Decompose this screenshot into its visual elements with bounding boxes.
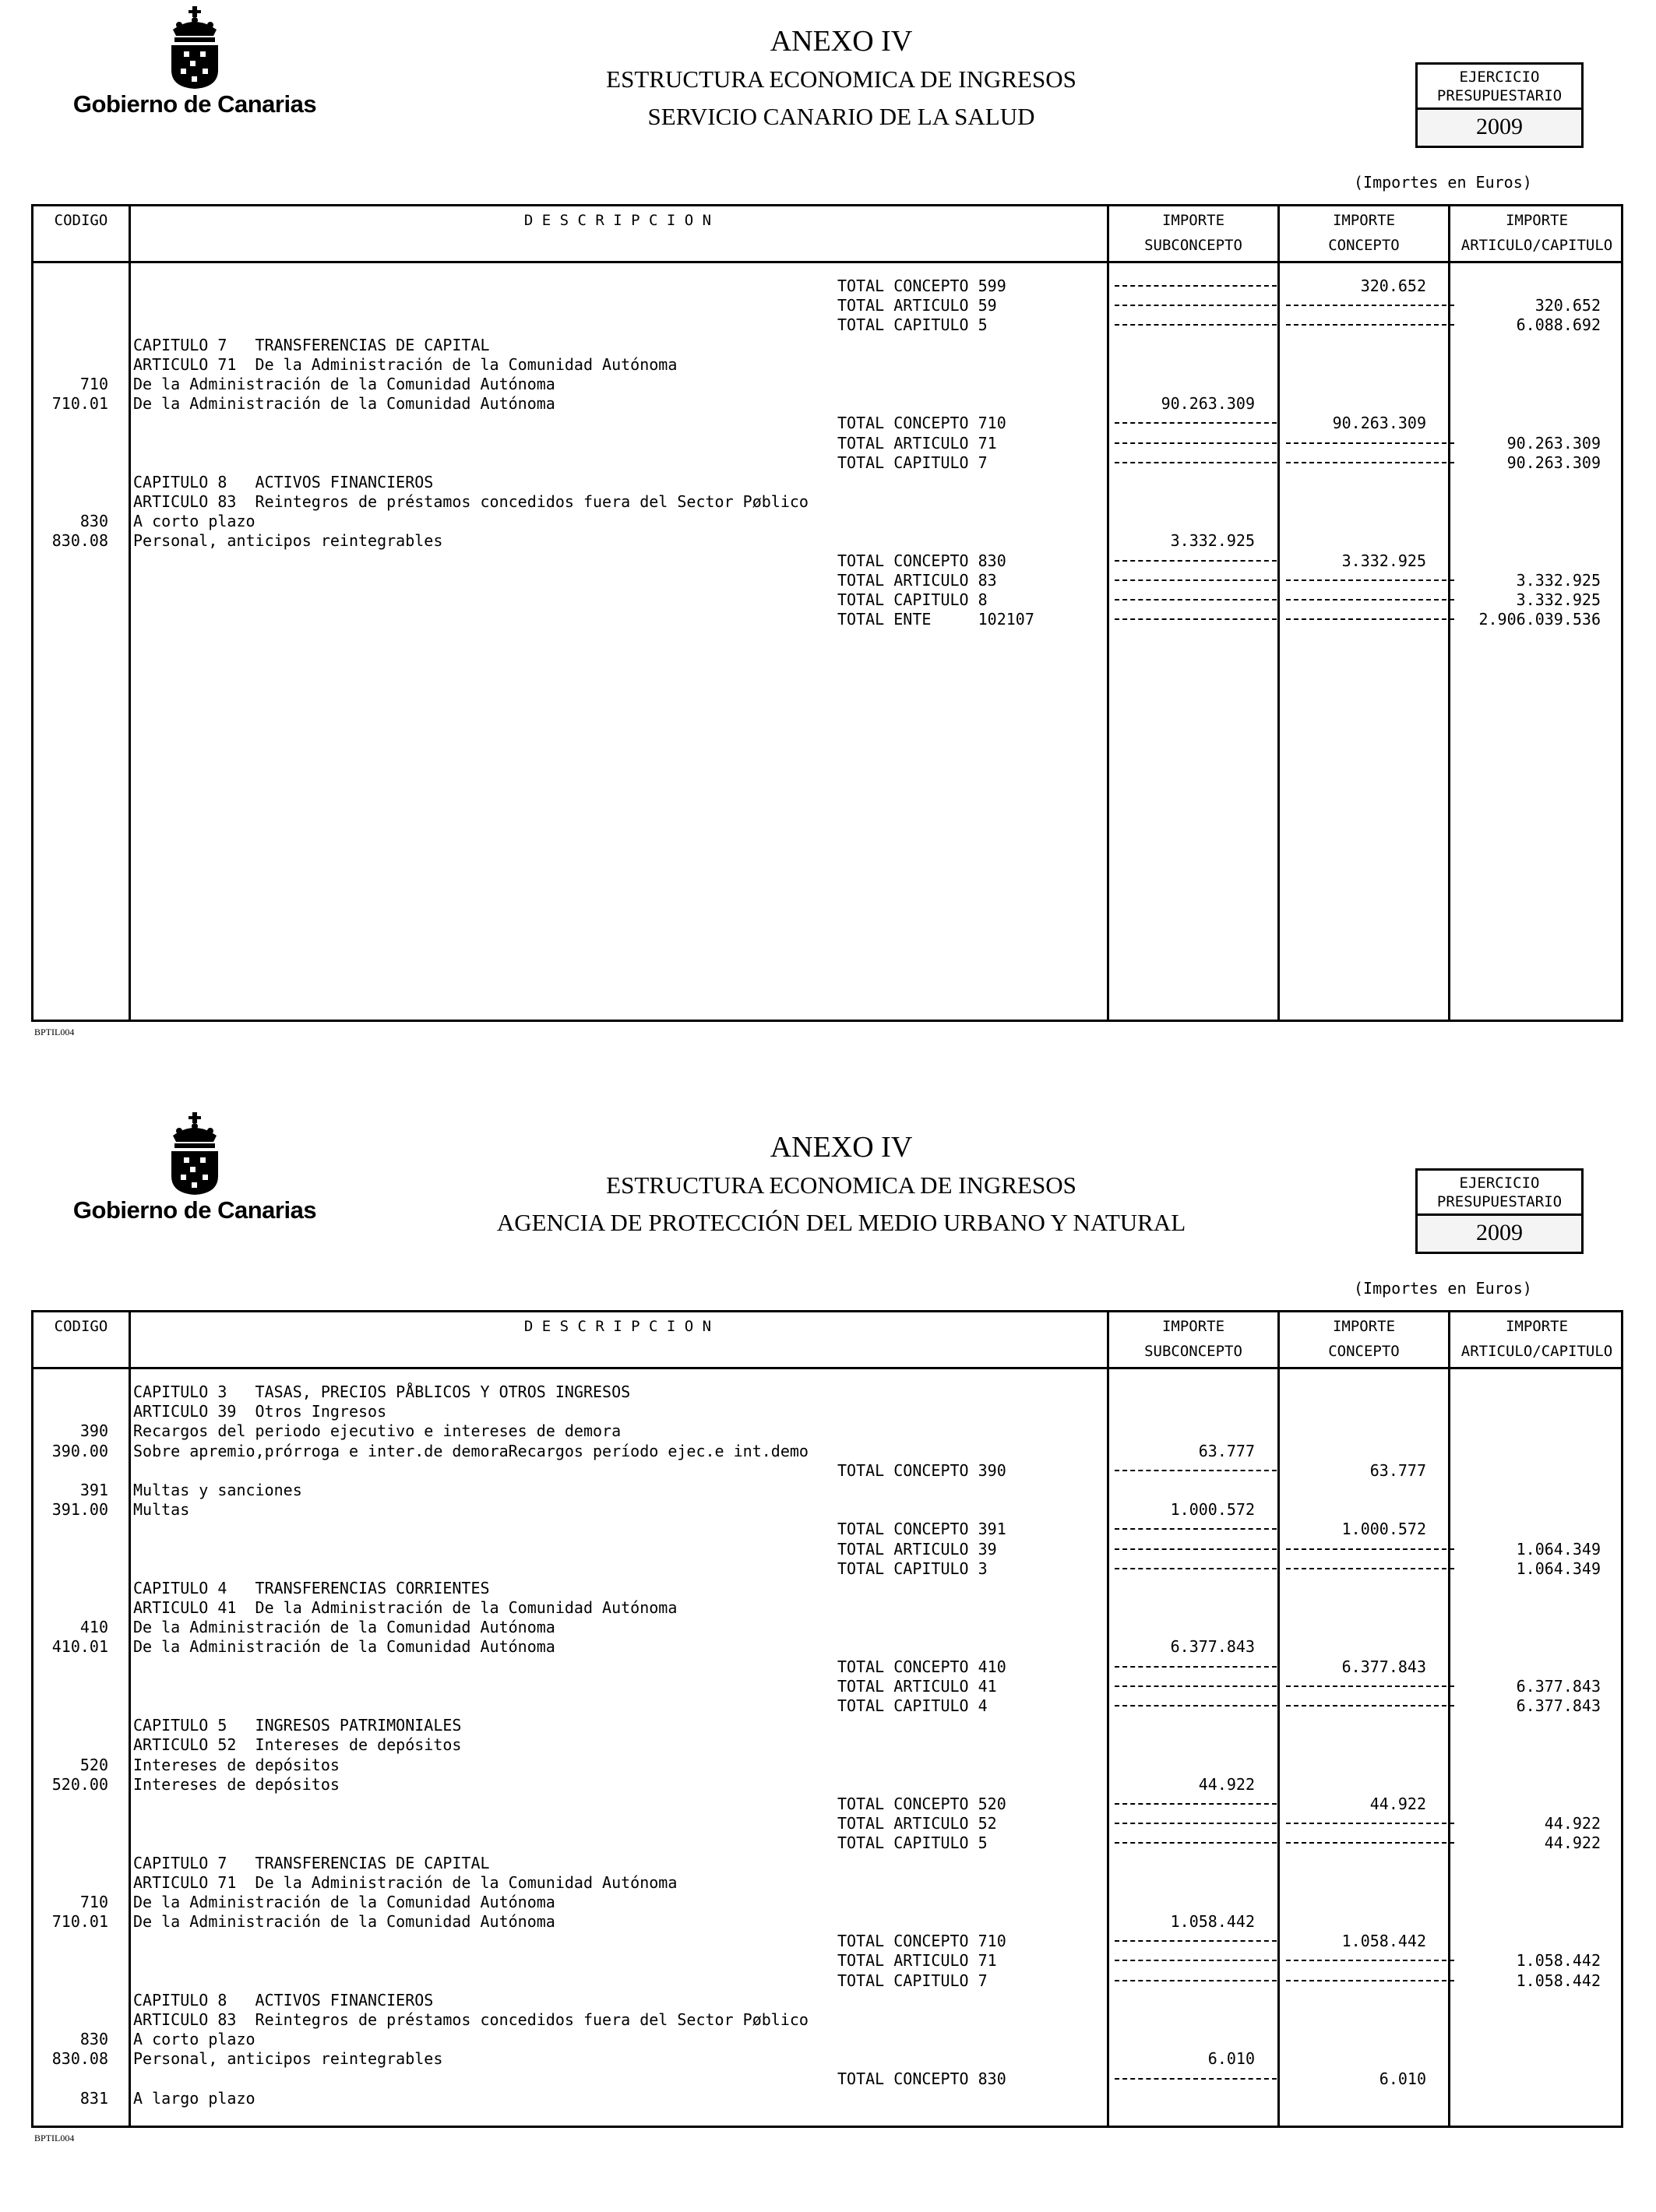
table-row xyxy=(33,1873,1626,1893)
row-description: De la Administración de la Comunidad Autónoma xyxy=(133,374,555,393)
row-description: Intereses de depósitos xyxy=(133,1755,340,1774)
row-total-label: TOTAL CAPITULO 7 xyxy=(837,453,988,472)
table-row xyxy=(33,355,1626,375)
dash-leader xyxy=(1115,442,1277,444)
row-code: 520 xyxy=(79,1755,108,1774)
row-total-label: TOTAL CONCEPTO 710 xyxy=(837,1932,1006,1951)
table-row xyxy=(33,2089,1626,2108)
dash-leader xyxy=(1115,305,1277,306)
table-row xyxy=(33,1637,1626,1657)
row-total-label: TOTAL CAPITULO 3 xyxy=(837,1559,988,1578)
header-articulo-capitulo: IMPORTE ARTICULO/CAPITULO xyxy=(1460,1318,1613,1360)
ejercicio-box xyxy=(1415,62,1584,148)
row-description: De la Administración de la Comunidad Autónoma xyxy=(133,1637,555,1657)
page-subtitle: ESTRUCTURA ECONOMICA DE INGRESOS xyxy=(606,1171,1076,1199)
dash-leader xyxy=(1115,462,1277,463)
row-total-label: TOTAL ARTICULO 71 xyxy=(837,1951,997,1971)
table-row xyxy=(33,531,1626,551)
row-description: ARTICULO 39 Otros Ingresos xyxy=(133,1402,387,1421)
row-code: 710 xyxy=(79,374,108,393)
dash-leader xyxy=(1286,1980,1454,1981)
row-description: A largo plazo xyxy=(133,2088,255,2108)
row-total-label: TOTAL CAPITULO 8 xyxy=(837,590,988,609)
row-concepto: 1.058.442 xyxy=(1341,1932,1426,1951)
table-row xyxy=(33,1402,1626,1421)
row-code: 830.08 xyxy=(51,531,108,551)
page-subtitle: ESTRUCTURA ECONOMICA DE INGRESOS xyxy=(606,65,1076,93)
row-concepto: 90.263.309 xyxy=(1332,414,1426,433)
row-description: ARTICULO 41 De la Administración de la Comunidad Autónoma xyxy=(133,1598,678,1618)
table-row xyxy=(33,1912,1626,1932)
row-concepto: 320.652 xyxy=(1360,276,1426,295)
ejercicio-box xyxy=(1415,1168,1584,1254)
row-code: 390.00 xyxy=(51,1441,108,1460)
row-description: ARTICULO 71 De la Administración de la Comunidad Autónoma xyxy=(133,1872,678,1892)
row-total-label: TOTAL CAPITULO 5 xyxy=(837,315,988,335)
dash-leader xyxy=(1115,1548,1277,1550)
dash-leader xyxy=(1286,462,1454,463)
ejercicio-label-line1: EJERCICIO xyxy=(1459,1175,1540,1192)
header-articulo-capitulo: IMPORTE ARTICULO/CAPITULO xyxy=(1460,212,1613,254)
ejercicio-label xyxy=(1418,65,1581,110)
dash-leader xyxy=(1115,1823,1277,1824)
row-description: CAPITULO 8 ACTIVOS FINANCIEROS xyxy=(133,472,434,491)
table-row xyxy=(33,1540,1626,1559)
ejercicio-label-line2: PRESUPUESTARIO xyxy=(1436,87,1563,104)
row-description: ARTICULO 83 Reintegros de préstamos concedidos fuera del Sector Pøblico xyxy=(133,492,809,512)
row-description: Recargos del periodo ejecutivo e intereses de demora xyxy=(133,1421,622,1441)
page-title: ANEXO IV xyxy=(770,25,913,58)
dash-leader xyxy=(1286,1842,1454,1844)
row-description: ARTICULO 71 De la Administración de la Comunidad Autónoma xyxy=(133,354,678,374)
row-concepto: 6.377.843 xyxy=(1341,1657,1426,1676)
table-row xyxy=(33,434,1626,453)
row-code: 710.01 xyxy=(51,1912,108,1932)
logo-text: Gobierno de Canarias xyxy=(72,1196,317,1224)
row-code: 390 xyxy=(79,1421,108,1441)
table-row xyxy=(33,1971,1626,1991)
ejercicio-year: 2009 xyxy=(1418,1216,1581,1252)
row-total-label: TOTAL ARTICULO 59 xyxy=(837,296,997,315)
budget-table xyxy=(31,204,1623,1022)
row-articulo-capitulo: 44.922 xyxy=(1544,1814,1601,1833)
form-code: BPTIL004 xyxy=(34,1027,75,1037)
coat-of-arms-icon xyxy=(156,6,234,90)
header-descripcion: D E S C R I P C I O N xyxy=(523,212,712,229)
table-row xyxy=(33,551,1626,571)
dash-leader xyxy=(1115,1470,1277,1471)
row-description: CAPITULO 7 TRANSFERENCIAS DE CAPITAL xyxy=(133,1853,490,1872)
row-description: A corto plazo xyxy=(133,512,255,531)
row-code: 410.01 xyxy=(51,1637,108,1657)
row-description: ARTICULO 52 Intereses de depósitos xyxy=(133,1735,462,1755)
header-codigo: CODIGO xyxy=(54,212,108,229)
form-code: BPTIL004 xyxy=(34,2133,75,2143)
table-body xyxy=(33,276,1626,629)
header-codigo: CODIGO xyxy=(54,1318,108,1335)
page-title: ANEXO IV xyxy=(770,1131,913,1164)
dash-leader xyxy=(1115,422,1277,424)
row-total-label: TOTAL CONCEPTO 710 xyxy=(837,414,1006,433)
table-row xyxy=(33,1657,1626,1677)
row-total-label: TOTAL ARTICULO 71 xyxy=(837,433,997,453)
dash-leader xyxy=(1286,1685,1454,1687)
row-articulo-capitulo: 90.263.309 xyxy=(1506,433,1601,453)
dash-leader xyxy=(1115,1940,1277,1942)
report-page-2 xyxy=(0,1106,1656,2212)
row-code: 830 xyxy=(79,512,108,531)
row-total-label: TOTAL CONCEPTO 391 xyxy=(837,1520,1006,1539)
row-description: Personal, anticipos reintegrables xyxy=(133,531,443,551)
table-row xyxy=(33,590,1626,610)
row-subconcepto: 1.000.572 xyxy=(1170,1500,1255,1520)
row-articulo-capitulo: 44.922 xyxy=(1544,1833,1601,1853)
dash-leader xyxy=(1115,579,1277,581)
table-row xyxy=(33,276,1626,296)
row-total-label: TOTAL ARTICULO 41 xyxy=(837,1676,997,1696)
table-row xyxy=(33,336,1626,355)
row-articulo-capitulo: 320.652 xyxy=(1534,296,1601,315)
row-description: CAPITULO 3 TASAS, PRECIOS PÅBLICOS Y OTROS INGRESOS xyxy=(133,1382,631,1401)
dash-leader xyxy=(1286,618,1454,620)
dash-leader xyxy=(1115,618,1277,620)
gobierno-canarias-logo xyxy=(70,1112,319,1229)
row-articulo-capitulo: 1.064.349 xyxy=(1516,1559,1601,1578)
importes-note: (Importes en Euros) xyxy=(1354,173,1532,192)
row-description: Personal, anticipos reintegrables xyxy=(133,2049,443,2069)
row-articulo-capitulo: 90.263.309 xyxy=(1506,453,1601,472)
dash-leader xyxy=(1115,1528,1277,1530)
table-row xyxy=(33,453,1626,473)
table-row xyxy=(33,2010,1626,2030)
header-concepto: IMPORTE CONCEPTO xyxy=(1328,212,1400,254)
row-subconcepto: 90.263.309 xyxy=(1161,394,1255,414)
dash-leader xyxy=(1286,599,1454,601)
dash-leader xyxy=(1115,1980,1277,1981)
ejercicio-label xyxy=(1418,1171,1581,1216)
row-code: 710.01 xyxy=(51,394,108,414)
entity-name: AGENCIA DE PROTECCIÓN DEL MEDIO URBANO Y NATURAL xyxy=(496,1209,1186,1236)
dash-leader xyxy=(1286,305,1454,306)
table-row xyxy=(33,1991,1626,2010)
header-subconcepto: IMPORTE SUBCONCEPTO xyxy=(1144,212,1242,254)
table-row xyxy=(33,571,1626,590)
row-articulo-capitulo: 3.332.925 xyxy=(1516,590,1601,609)
row-subconcepto: 6.010 xyxy=(1207,2049,1255,2069)
table-row xyxy=(33,1481,1626,1500)
row-description: Multas xyxy=(133,1500,190,1520)
row-description: De la Administración de la Comunidad Autónoma xyxy=(133,1892,555,1911)
row-subconcepto: 6.377.843 xyxy=(1170,1637,1255,1657)
row-description: Sobre apremio,prórroga e inter.de demoraRecargos período ejec.e int.demo xyxy=(133,1441,809,1460)
row-description: Multas y sanciones xyxy=(133,1480,302,1499)
row-total-label: TOTAL CONCEPTO 520 xyxy=(837,1794,1006,1813)
row-code: 710 xyxy=(79,1892,108,1911)
table-row xyxy=(33,1559,1626,1579)
header-subconcepto: IMPORTE SUBCONCEPTO xyxy=(1144,1318,1242,1360)
dash-leader xyxy=(1115,1803,1277,1805)
dash-leader xyxy=(1115,1842,1277,1844)
table-row xyxy=(33,1579,1626,1598)
table-row xyxy=(33,414,1626,433)
row-articulo-capitulo: 6.377.843 xyxy=(1516,1696,1601,1715)
dash-leader xyxy=(1286,1705,1454,1707)
table-row xyxy=(33,1795,1626,1814)
table-row xyxy=(33,1382,1626,1402)
row-code: 391 xyxy=(79,1480,108,1499)
table-row xyxy=(33,610,1626,629)
dash-leader xyxy=(1286,579,1454,581)
ejercicio-label-line2: PRESUPUESTARIO xyxy=(1436,1193,1563,1210)
dash-leader xyxy=(1115,324,1277,326)
row-description: De la Administración de la Comunidad Autónoma xyxy=(133,1912,555,1932)
row-code: 391.00 xyxy=(51,1500,108,1520)
dash-leader xyxy=(1115,285,1277,287)
dash-leader xyxy=(1286,1548,1454,1550)
row-description: CAPITULO 5 INGRESOS PATRIMONIALES xyxy=(133,1716,462,1735)
dash-leader xyxy=(1115,599,1277,601)
dash-leader xyxy=(1115,2078,1277,2080)
dash-leader xyxy=(1115,560,1277,562)
row-description: CAPITULO 8 ACTIVOS FINANCIEROS xyxy=(133,1990,434,2009)
dash-leader xyxy=(1286,324,1454,326)
row-total-label: TOTAL CONCEPTO 390 xyxy=(837,1460,1006,1480)
row-code: 831 xyxy=(79,2088,108,2108)
report-titles xyxy=(436,22,1246,136)
dash-leader xyxy=(1115,1568,1277,1569)
row-description: A corto plazo xyxy=(133,2030,255,2049)
header-descripcion: D E S C R I P C I O N xyxy=(523,1318,712,1335)
dash-leader xyxy=(1115,1685,1277,1687)
row-total-label: TOTAL CAPITULO 5 xyxy=(837,1833,988,1853)
table-row xyxy=(33,1500,1626,1520)
row-total-label: TOTAL ARTICULO 83 xyxy=(837,570,997,590)
row-code: 830.08 xyxy=(51,2049,108,2069)
table-row xyxy=(33,2069,1626,2089)
dash-leader xyxy=(1115,1666,1277,1668)
budget-table xyxy=(31,1310,1623,2128)
row-total-label: TOTAL CONCEPTO 410 xyxy=(837,1657,1006,1676)
ejercicio-label-line1: EJERCICIO xyxy=(1459,69,1540,86)
table-body xyxy=(33,1382,1626,2108)
row-description: De la Administración de la Comunidad Autónoma xyxy=(133,1618,555,1637)
row-articulo-capitulo: 1.058.442 xyxy=(1516,1951,1601,1971)
row-code: 520.00 xyxy=(51,1774,108,1794)
row-concepto: 3.332.925 xyxy=(1341,551,1426,570)
row-code: 410 xyxy=(79,1618,108,1637)
table-row xyxy=(33,1598,1626,1618)
dash-leader xyxy=(1286,1960,1454,1961)
row-total-label: TOTAL CONCEPTO 599 xyxy=(837,276,1006,295)
table-row xyxy=(33,512,1626,531)
table-row xyxy=(33,492,1626,512)
row-articulo-capitulo: 3.332.925 xyxy=(1516,570,1601,590)
table-row xyxy=(33,1833,1626,1853)
table-row xyxy=(33,1932,1626,1951)
row-total-label: TOTAL CAPITULO 7 xyxy=(837,1971,988,1990)
row-articulo-capitulo: 6.088.692 xyxy=(1516,315,1601,335)
table-row xyxy=(33,1696,1626,1716)
row-subconcepto: 44.922 xyxy=(1198,1774,1255,1794)
row-description: ARTICULO 83 Reintegros de préstamos concedidos fuera del Sector Pøblico xyxy=(133,2010,809,2029)
table-row xyxy=(33,2030,1626,2049)
table-row xyxy=(33,315,1626,335)
table-row xyxy=(33,1854,1626,1873)
table-row xyxy=(33,1775,1626,1795)
row-subconcepto: 1.058.442 xyxy=(1170,1912,1255,1932)
row-total-label: TOTAL ARTICULO 39 xyxy=(837,1539,997,1559)
row-articulo-capitulo: 1.064.349 xyxy=(1516,1539,1601,1559)
table-row xyxy=(33,1442,1626,1461)
importes-note: (Importes en Euros) xyxy=(1354,1279,1532,1298)
entity-name: SERVICIO CANARIO DE LA SALUD xyxy=(647,103,1035,130)
table-row xyxy=(33,1677,1626,1696)
dash-leader xyxy=(1115,1960,1277,1961)
row-total-label: TOTAL ARTICULO 52 xyxy=(837,1814,997,1833)
table-row xyxy=(33,296,1626,315)
table-row xyxy=(33,1618,1626,1637)
row-total-label: TOTAL CONCEPTO 830 xyxy=(837,551,1006,570)
table-row xyxy=(33,1421,1626,1441)
row-total-label: TOTAL CONCEPTO 830 xyxy=(837,2069,1006,2088)
row-description: CAPITULO 4 TRANSFERENCIAS CORRIENTES xyxy=(133,1578,490,1597)
gobierno-canarias-logo xyxy=(70,6,319,123)
row-articulo-capitulo: 6.377.843 xyxy=(1516,1676,1601,1696)
row-description: CAPITULO 7 TRANSFERENCIAS DE CAPITAL xyxy=(133,335,490,354)
row-total-label: TOTAL ENTE 102107 xyxy=(837,610,1034,629)
dash-leader xyxy=(1286,1568,1454,1569)
table-row xyxy=(33,2049,1626,2069)
row-articulo-capitulo: 1.058.442 xyxy=(1516,1971,1601,1990)
row-concepto: 1.000.572 xyxy=(1341,1520,1426,1539)
logo-text: Gobierno de Canarias xyxy=(72,90,317,118)
row-concepto: 44.922 xyxy=(1369,1794,1426,1813)
table-row xyxy=(33,375,1626,394)
row-subconcepto: 3.332.925 xyxy=(1170,531,1255,551)
table-row xyxy=(33,1520,1626,1539)
coat-of-arms-icon xyxy=(156,1112,234,1196)
row-concepto: 6.010 xyxy=(1379,2069,1426,2088)
header-concepto: IMPORTE CONCEPTO xyxy=(1328,1318,1400,1360)
table-row xyxy=(33,394,1626,414)
row-total-label: TOTAL CAPITULO 4 xyxy=(837,1696,988,1715)
table-row xyxy=(33,1893,1626,1912)
table-row xyxy=(33,1735,1626,1755)
row-articulo-capitulo: 2.906.039.536 xyxy=(1478,610,1601,629)
table-row xyxy=(33,1461,1626,1481)
row-subconcepto: 63.777 xyxy=(1198,1441,1255,1460)
row-concepto: 63.777 xyxy=(1369,1460,1426,1480)
dash-leader xyxy=(1115,1705,1277,1707)
table-row xyxy=(33,1814,1626,1833)
row-description: De la Administración de la Comunidad Autónoma xyxy=(133,394,555,414)
ejercicio-year: 2009 xyxy=(1418,110,1581,146)
table-row xyxy=(33,473,1626,492)
table-row xyxy=(33,1951,1626,1971)
report-titles xyxy=(436,1128,1246,1242)
dash-leader xyxy=(1286,442,1454,444)
dash-leader xyxy=(1286,1823,1454,1824)
table-row xyxy=(33,1716,1626,1735)
table-row xyxy=(33,1756,1626,1775)
row-description: Intereses de depósitos xyxy=(133,1774,340,1794)
row-code: 830 xyxy=(79,2030,108,2049)
